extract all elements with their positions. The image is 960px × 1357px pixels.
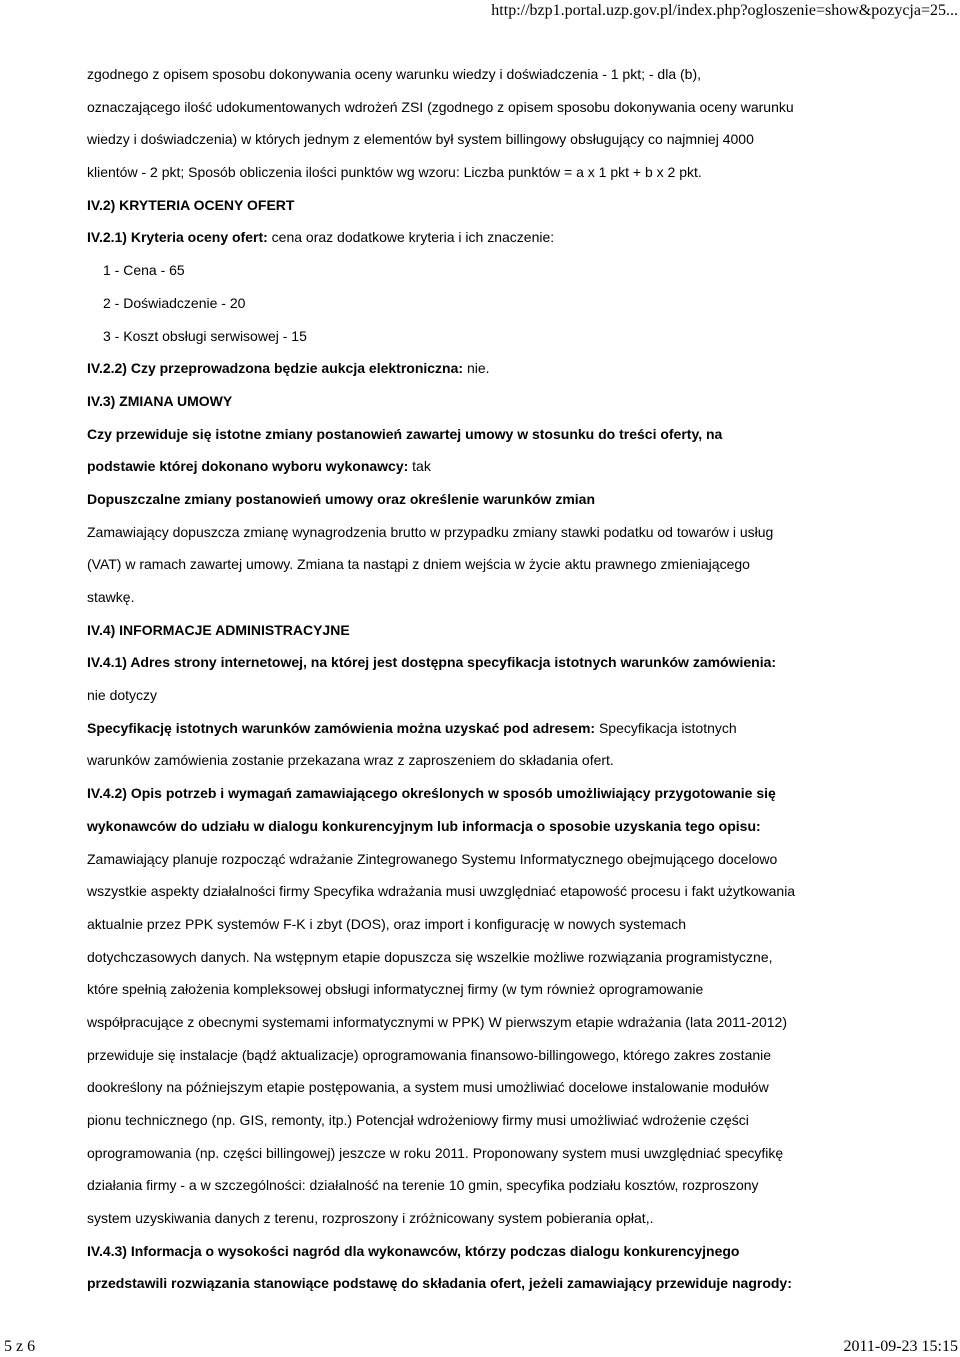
text-line (87, 941, 907, 974)
document-body (87, 58, 907, 1300)
text-line (87, 810, 907, 843)
bold-label: przedstawili rozwiązania stanowiące podstawę do składania ofert, jeżeli zamawiający przewiduje nagrody: (87, 1275, 792, 1292)
text-line (87, 646, 907, 679)
bold-label: IV.4) INFORMACJE ADMINISTRACYJNE (87, 621, 350, 638)
bold-label: IV.2) KRYTERIA OCENY OFERT (87, 196, 295, 213)
line-text: warunków zamówienia zostanie przekazana wraz z zaproszeniem do składania ofert. (87, 752, 614, 769)
line-text: oznaczającego ilość udokumentowanych wdrożeń ZSI (zgodnego z opisem sposobu dokonywania oceny warunku (87, 98, 794, 115)
text-line (87, 1202, 907, 1235)
bold-label: podstawie której dokonano wyboru wykonawcy: (87, 458, 413, 475)
text-line (87, 614, 907, 647)
bold-label: Dopuszczalne zmiany postanowień umowy oraz określenie warunków zmian (87, 490, 596, 507)
text-line (87, 516, 907, 549)
text-line (87, 156, 907, 189)
bold-label: IV.3) ZMIANA UMOWY (87, 392, 233, 409)
print-datetime: 2011-09-23 15:15 (843, 1338, 958, 1355)
text-line (87, 679, 907, 712)
line-text: działania firmy - a w szczególności: działalność na terenie 10 gmin, specyfika podziału kosztów, rozproszony (87, 1177, 759, 1194)
line-text: dotychczasowych danych. Na wstępnym etapie dopuszcza się wszelkie możliwe rozwiązania programistyczne, (87, 948, 773, 965)
text-line (87, 320, 907, 353)
text-line (87, 123, 907, 156)
line-text: zgodnego z opisem sposobu dokonywania oceny warunku wiedzy i doświadczenia - 1 pkt; - dla (b), (87, 66, 702, 82)
text-line (87, 483, 907, 516)
line-text: Zamawiający planuje rozpocząć wdrażanie Zintegrowanego Systemu Informatycznego obejmującego docelowo (87, 850, 778, 867)
text-line (87, 1039, 907, 1072)
line-text: wiedzy i doświadczenia) w których jednym z elementów był system billingowy obsługujący co najmniej 4000 (87, 131, 754, 148)
text-line (87, 254, 907, 287)
bold-label: IV.2.2) Czy przeprowadzona będzie aukcja elektroniczna: (87, 360, 467, 377)
line-text: 3 - Koszt obsługi serwisowej - 15 (103, 327, 307, 344)
text-line (87, 908, 907, 941)
text-line (87, 1235, 907, 1268)
line-text: Zamawiający dopuszcza zmianę wynagrodzenia brutto w przypadku zmiany stawki podatku od towarów i usług (87, 523, 774, 540)
page-url: http://bzp1.portal.uzp.gov.pl/index.php?ogloszenie=show&pozycja=25... (491, 2, 958, 19)
line-text: aktualnie przez PPK systemów F-K i zbyt (DOS), oraz import i konfigurację w nowych systemach (87, 915, 687, 932)
text-line (87, 385, 907, 418)
text-line (87, 91, 907, 124)
text-line (87, 1104, 907, 1137)
text-line (87, 1169, 907, 1202)
text-line (87, 843, 907, 876)
bold-label: IV.4.3) Informacja o wysokości nagród dla wykonawców, którzy podczas dialogu konkurencyjnego (87, 1242, 740, 1259)
line-text: (VAT) w ramach zawartej umowy. Zmiana ta nastąpi z dniem wejścia w życie aktu prawnego zmieniającego (87, 556, 750, 573)
line-text: klientów - 2 pkt; Sposób obliczenia ilości punktów wg wzoru: Liczba punktów = a x 1 pkt + b x 2 pkt. (87, 164, 702, 181)
text-line (87, 221, 907, 254)
line-text: cena oraz dodatkowe kryteria i ich znaczenie: (271, 229, 555, 246)
text-line (87, 352, 907, 385)
line-text: tak (412, 458, 431, 475)
line-text: nie. (466, 360, 490, 377)
text-line (87, 581, 907, 614)
line-text: 2 - Doświadczenie - 20 (103, 294, 246, 311)
bold-label: wykonawców do udziału w dialogu konkurencyjnym lub informacja o sposobie uzyskania tego opisu: (87, 817, 761, 834)
line-text: wszystkie aspekty działalności firmy Specyfika wdrażania musi uwzględniać etapowość procesu i fakt użytkowania (87, 883, 796, 900)
bold-label: Specyfikację istotnych warunków zamówienia można uzyskać pod adresem: (87, 719, 599, 736)
line-text: przewiduje się instalacje (bądź aktualizacje) oprogramowania finansowo-billingowego, którego zakres zostanie (87, 1046, 772, 1063)
text-line (87, 287, 907, 320)
line-text: które spełnią założenia kompleksowej obsługi informatycznej firmy (w tym również oprogramowanie (87, 981, 704, 998)
text-line (87, 712, 907, 745)
text-line (87, 450, 907, 483)
line-text: oprogramowania (np. części billingowej) jeszcze w roku 2011. Proponowany system musi uwzględniać specyfikę (87, 1144, 784, 1161)
line-text: system uzyskiwania danych z terenu, rozproszony i zróżnicowany system pobierania opłat,. (87, 1210, 654, 1227)
text-line (87, 1267, 907, 1300)
text-line (87, 744, 907, 777)
line-text: współpracujące z obecnymi systemami informatycznymi w PPK) W pierwszym etapie wdrażania (lata 2011-2012) (87, 1013, 787, 1030)
text-line (87, 58, 907, 91)
text-line (87, 1006, 907, 1039)
bold-label: IV.2.1) Kryteria oceny ofert: (87, 229, 272, 246)
line-text: Specyfikacja istotnych (598, 719, 737, 736)
text-line (87, 418, 907, 451)
page-number: 5 z 6 (4, 1338, 36, 1355)
text-line (87, 1137, 907, 1170)
text-line (87, 1071, 907, 1104)
line-text: pionu technicznego (np. GIS, remonty, itp.) Potencjał wdrożeniowy firmy musi umożliwiać wdrożenie części (87, 1112, 749, 1128)
bold-label: IV.4.1) Adres strony internetowej, na której jest dostępna specyfikacja istotnych warunków zamówienia: (87, 654, 777, 671)
line-text: dookreślony na późniejszym etapie postępowania, a system musi umożliwiać docelowe instalowanie modułów (87, 1079, 769, 1096)
text-line (87, 189, 907, 222)
line-text: stawkę. (87, 589, 135, 605)
bold-label: IV.4.2) Opis potrzeb i wymagań zamawiającego określonych w sposób umożliwiający przygotowanie się (87, 785, 776, 802)
bold-label: Czy przewiduje się istotne zmiany postanowień zawartej umowy w stosunku do treści oferty, na (87, 425, 723, 442)
line-text: 1 - Cena - 65 (103, 262, 185, 279)
text-line (87, 875, 907, 908)
text-line (87, 973, 907, 1006)
line-text: nie dotyczy (87, 687, 158, 704)
text-line (87, 777, 907, 810)
text-line (87, 548, 907, 581)
